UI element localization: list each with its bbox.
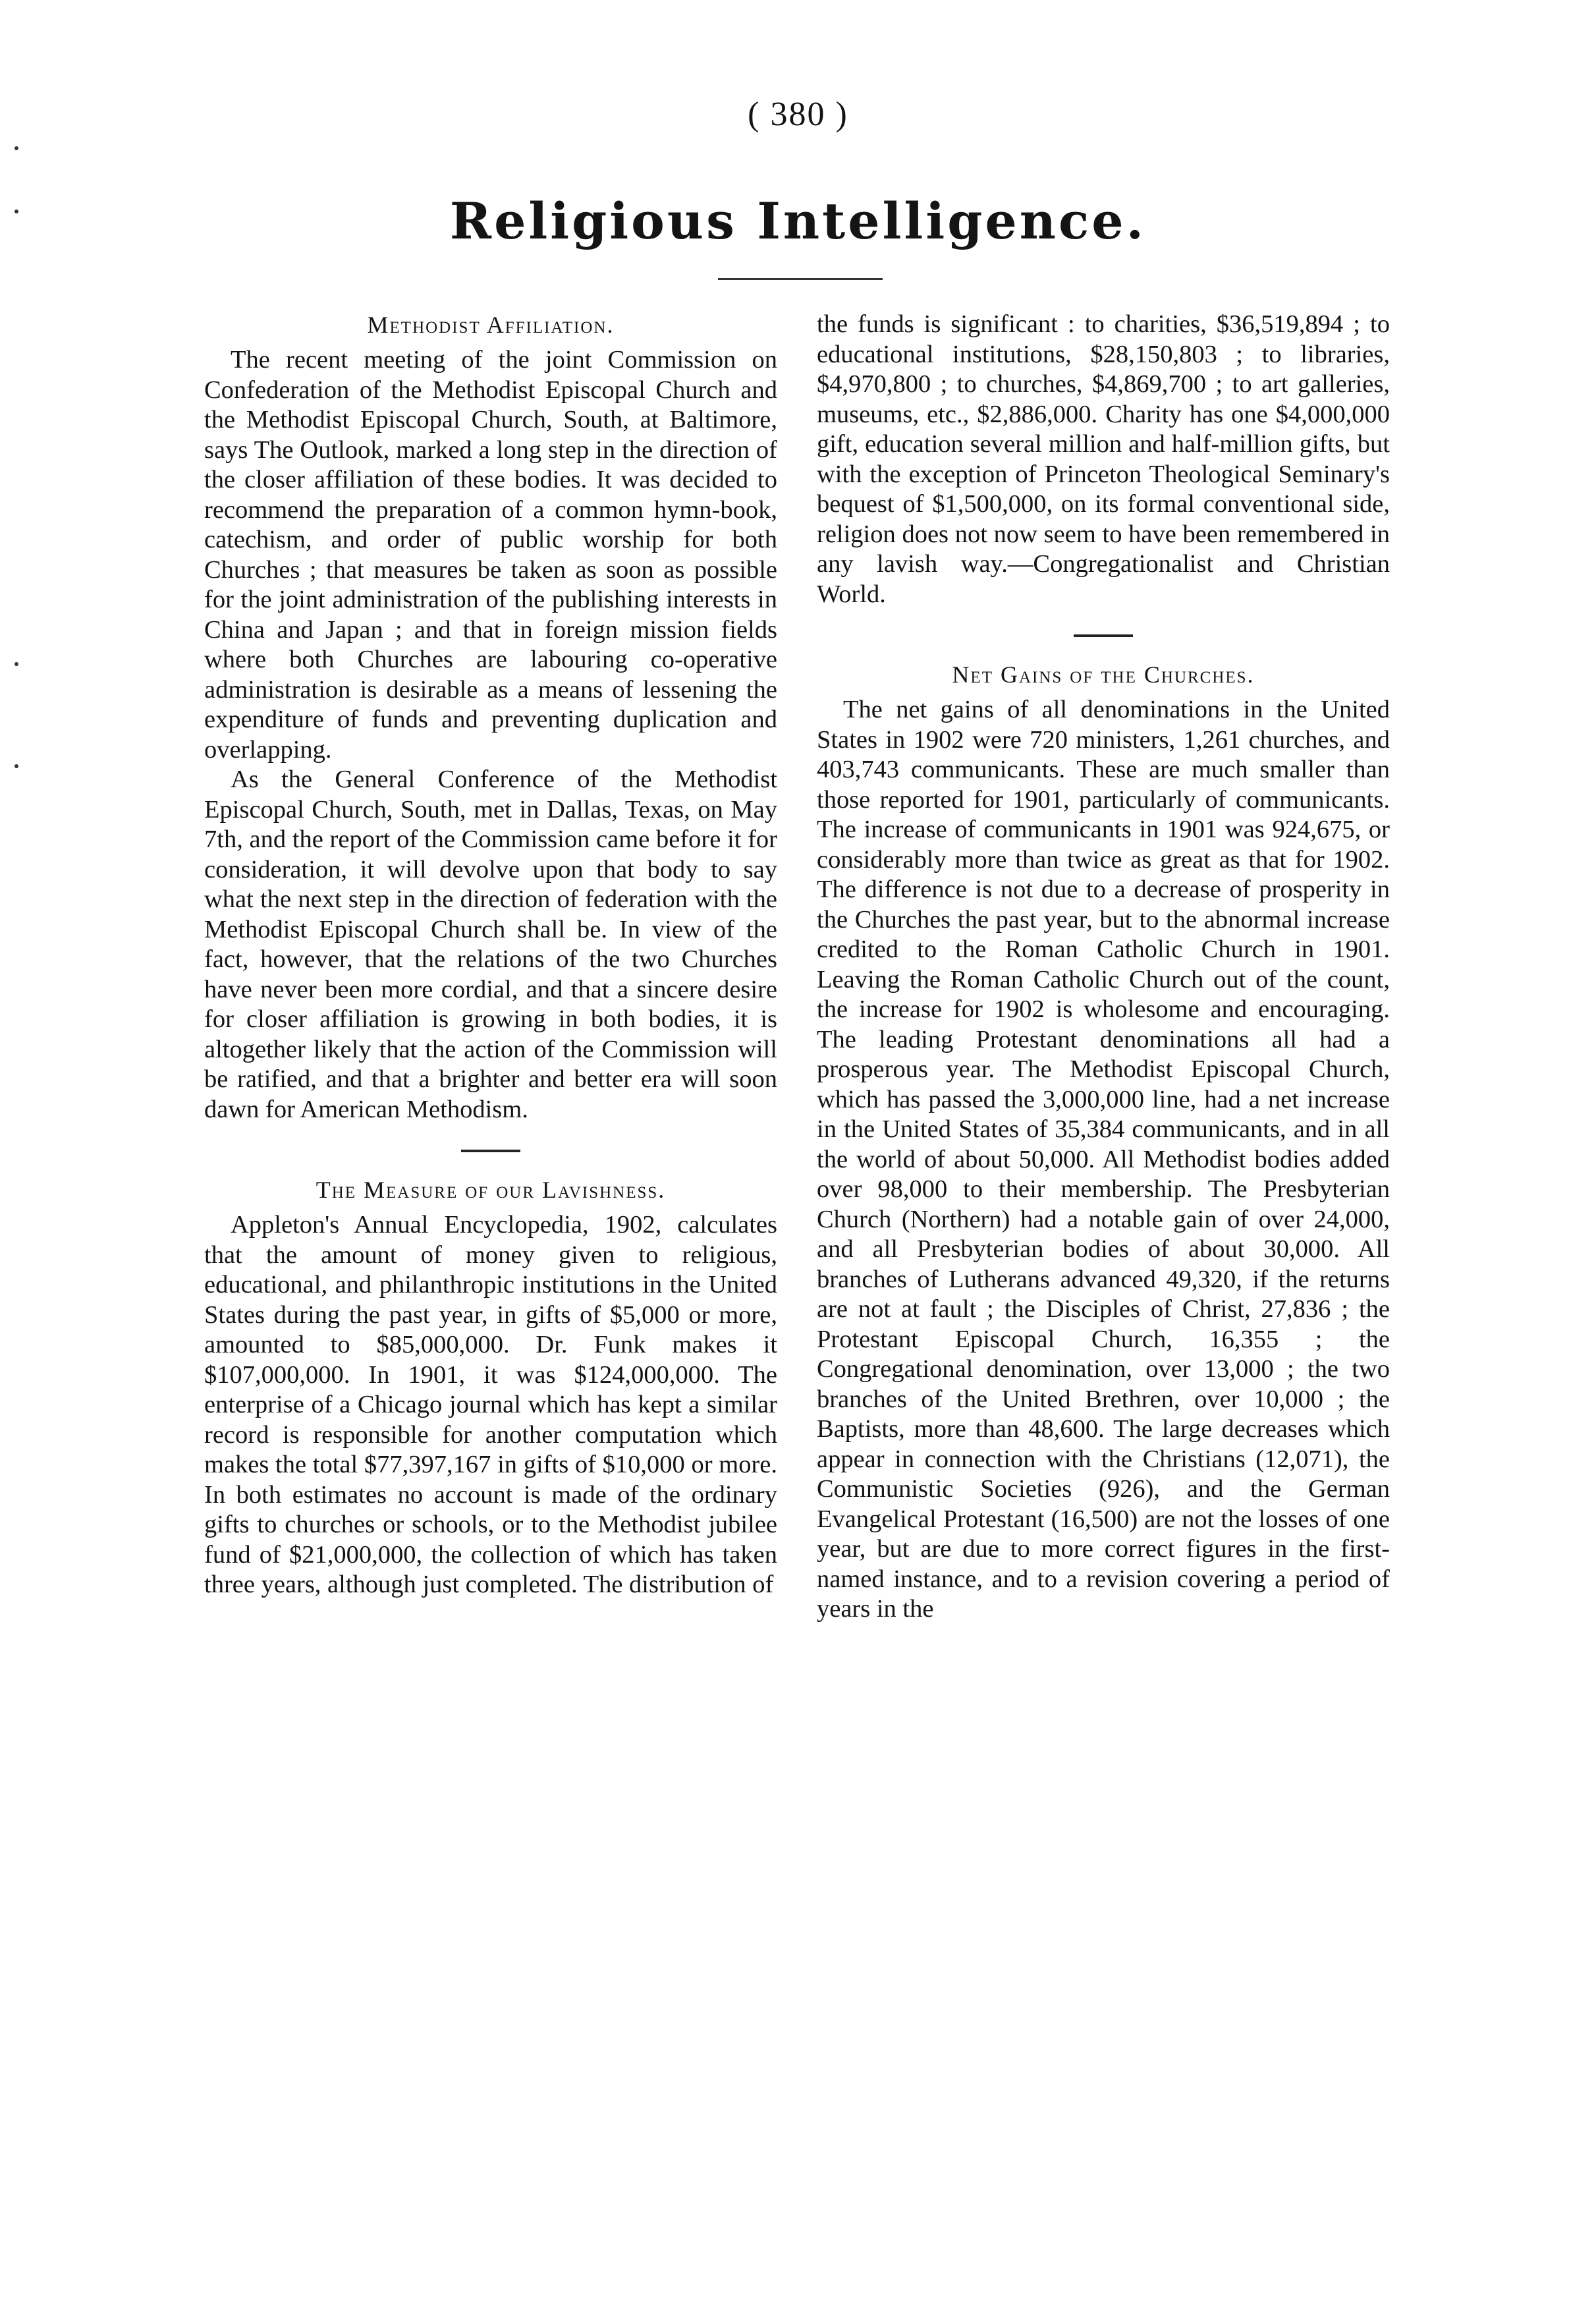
paragraph: As the General Conference of the Methodist Episcopal Church, South, met in Dallas, Texas, on May 7th, and the report of the Commission came before it for consideration, it will devolve upon that body to say what the next step in the direction of federation with the Methodist Episcopal Church shall be. In view of the fact, however, that the relations of the two Churches have never been more cordial, and that a sincere desire for closer affiliation is growing in both bodies, it is altogether likely that the action of the Commission will be ratified, and that a brighter and better era will soon dawn for American Methodism. xyxy=(204,766,777,1123)
page-title: Religious Intelligence. xyxy=(449,192,1147,250)
section-heading-measure-of-lavishness: The Measure of our Lavishness. xyxy=(316,1177,666,1203)
page-number: ( 380 ) xyxy=(748,96,848,133)
section-separator xyxy=(1074,634,1133,637)
section-separator xyxy=(461,1150,520,1152)
section-heading-net-gains: Net Gains of the Churches. xyxy=(952,661,1255,688)
paragraph: The recent meeting of the joint Commission on Confederation of the Methodist Episcopal Church and the Methodist Episcopal Church, South, at Baltimore, says The Outlook, marked a long step in the direction of the closer affiliation of these bodies. It was decided to recommend the preparation of a common hymn-book, catechism, and order of public worship for both Churches ; that measures be taken as soon as possible for the joint administration of the publishing interests in China and Japan ; and that in foreign mission fields where both Churches are labouring co-operative administration is desirable as a means of lessening the expenditure of funds and preventing duplication and overlapping. xyxy=(204,346,777,764)
section-heading-methodist-affiliation: Methodist Affiliation. xyxy=(367,312,615,338)
paragraph: The net gains of all denominations in the United States in 1902 were 720 ministers, 1,261 churches, and 403,743 communicants. These are much smaller than those reported for 1901, particularly of communicants. The increase of communicants in 1901 was 924,675, or considerably more than twice as great as that for 1902. The difference is not due to a decrease of prosperity in the Churches the past year, but to the abnormal increase credited to the Roman Catholic Church in 1901. Leaving the Roman Catholic Church out of the count, the increase for 1902 is wholesome and encouraging. The leading Protestant denominations all had a prosperous year. The Methodist Episcopal Church, which has passed the 3,000,000 line, had a net increase in the United States of 35,384 communicants, and in all the world of about 50,000. All Methodist bodies added over 98,000 to their membership. The Presbyterian Church (Northern) had a notable gain of over 24,000, and all Presbyterian bodies of about 30,000. All branches of Lutherans advanced 49,320, if the returns are not at fault ; the Disciples of Christ, 27,836 ; the Protestant Episcopal Church, 16,355 ; the Congregational denomination, over 13,000 ; the two branches of the United Brethren, over 10,000 ; the Baptists, more than 48,600. The large decreases which appear in connection with the Christians (12,071), the Communistic Societies (926), and the German Evangelical Protestant (16,500) are not the losses of one year, but are due to more correct figures in the first-named instance, and to a revision covering a period of years in the xyxy=(817,696,1390,1623)
scan-mark xyxy=(14,662,18,666)
scan-mark xyxy=(14,209,18,213)
right-column xyxy=(817,310,1390,1625)
left-column xyxy=(204,310,777,1600)
paragraph: Appleton's Annual Encyclopedia, 1902, calculates that the amount of money given to religious, educational, and philanthropic institutions in the United States during the past year, in gifts of $5,000 or more, amounted to $85,000,000. Dr. Funk makes it $107,000,000. In 1901, it was $124,000,000. The enterprise of a Chicago journal which has kept a similar record is responsible for another computation which makes the total $77,397,167 in gifts of $10,000 or more. In both estimates no account is made of the ordinary gifts to churches or schools, or to the Methodist jubilee fund of $21,000,000, the collection of which has taken three years, although just completed. The distribution of xyxy=(204,1211,777,1598)
scan-mark xyxy=(14,146,18,150)
title-rule xyxy=(718,278,883,280)
scan-mark xyxy=(14,764,18,768)
paragraph-continuation: the funds is significant : to charities, $36,519,894 ; to educational institutions, $28,150,803 ; to libraries, $4,970,800 ; to churches, $4,869,700 ; to art galleries, museums, etc., $2,886,000. Charity has one $4,000,000 gift, education several million and half-million gifts, but with the exception of Princeton Theological Seminary's bequest of $1,500,000, on its formal conventional side, religion does not now seem to have been remembered in any lavish way.—Congregationalist and Christian World. xyxy=(817,310,1390,608)
